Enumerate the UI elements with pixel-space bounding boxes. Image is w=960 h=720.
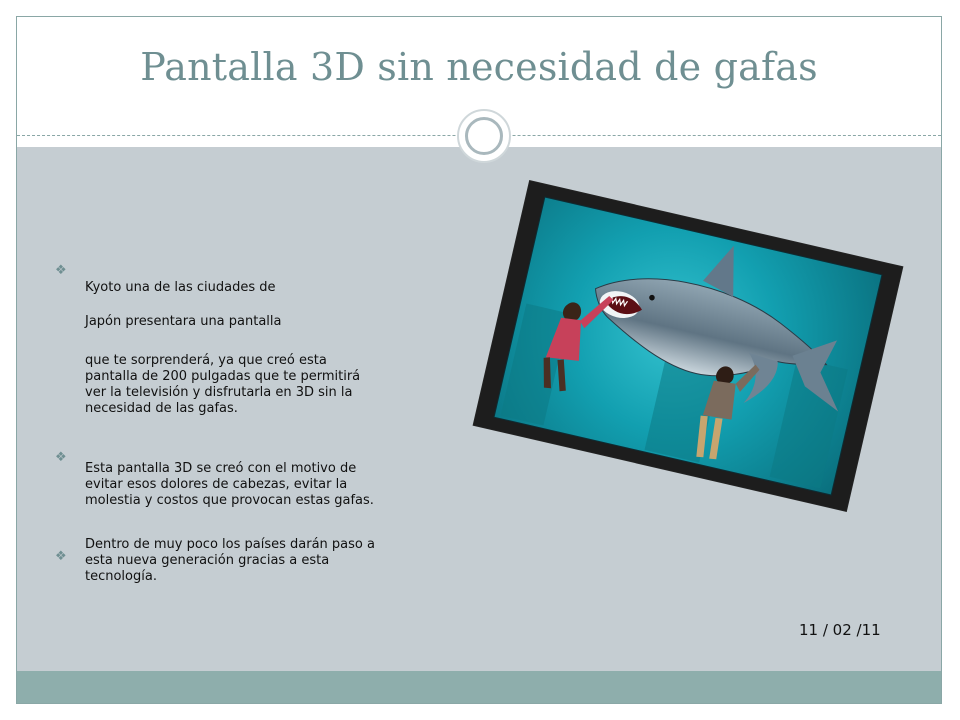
presentation-slide	[16, 16, 942, 704]
circle-divider-inner	[465, 117, 503, 155]
bullet-motive-text: Esta pantalla 3D se creó con el motivo de evitar esos dolores de cabezas, evitar la molestia y costos que provocan estas gafas.	[85, 461, 374, 508]
slide-date: 11 / 02 /11	[799, 621, 881, 639]
bullet-kyoto-line2: Japón presentara una pantalla	[85, 314, 282, 329]
bullet-item-motive	[55, 450, 375, 509]
bullet-kyoto-line3: que te sorprenderá, ya que creó esta pantalla de 200 pulgadas que te permitirá ver la televisión y disfrutarla en 3D sin la necesidad de las gafas.	[85, 353, 361, 416]
diamond-bullet-icon: ❖	[55, 450, 67, 465]
bullet-kyoto-line1: Kyoto una de las ciudades de	[85, 280, 276, 295]
bottom-bar	[17, 671, 941, 704]
bullet-list	[55, 263, 375, 613]
slide-title: Pantalla 3D sin necesidad de gafas	[140, 45, 818, 89]
bullet-item-kyoto	[55, 263, 375, 433]
bullet-future-text: Dentro de muy poco los países darán paso a esta nueva generación gracias a esta tecnología.	[85, 537, 375, 584]
bullet-item-future	[55, 537, 375, 585]
diamond-bullet-icon: ❖	[55, 263, 67, 278]
circle-divider-icon	[457, 109, 511, 163]
diamond-bullet-icon: ❖	[55, 549, 67, 564]
